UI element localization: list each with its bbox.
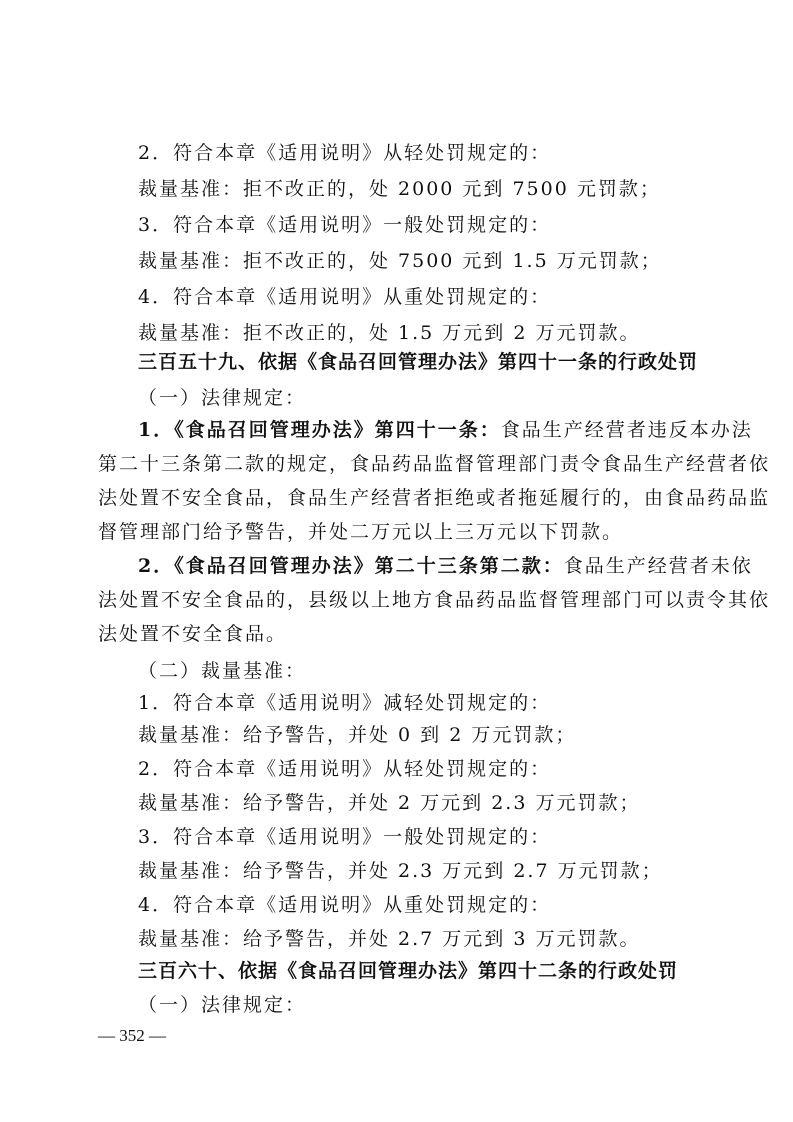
- clause-line: 4．符合本章《适用说明》从重处罚规定的：: [138, 894, 552, 916]
- section-heading-359: 三百五十九、依据《食品召回管理办法》第四十一条的行政处罚: [138, 351, 699, 373]
- clause-line: 裁量基准：给予警告，并处 2.7 万元到 3 万元罚款。: [138, 928, 641, 950]
- clause-line: 4．符合本章《适用说明》从重处罚规定的：: [138, 286, 552, 308]
- paragraph-line: 法处置不安全食品的，县级以上地方食品药品监督管理部门可以责令其依: [98, 589, 771, 611]
- paragraph-line: [138, 418, 753, 442]
- legal-citation: 2．《食品召回管理办法》第二十三条第二款：: [138, 555, 564, 577]
- subsection-heading: （二）裁量基准：: [138, 660, 307, 682]
- clause-line: 2．符合本章《适用说明》从轻处罚规定的：: [138, 758, 552, 780]
- page-number: — 352 —: [98, 1026, 166, 1045]
- paragraph-line: [138, 554, 753, 578]
- paragraph-line: 法处置不安全食品。: [98, 623, 288, 645]
- clause-line: 裁量基准：给予警告，并处 2.3 万元到 2.7 万元罚款；: [138, 860, 663, 882]
- subsection-heading: （一）法律规定：: [138, 387, 307, 409]
- clause-line: 裁量基准：拒不改正的，处 7500 元到 1.5 万元罚款；: [138, 250, 662, 272]
- paragraph-text: 食品生产经营者违反本办法: [500, 419, 753, 441]
- clause-line: 裁量基准：给予警告，并处 2 万元到 2.3 万元罚款；: [138, 792, 641, 814]
- clause-line: 3．符合本章《适用说明》一般处罚规定的：: [138, 826, 552, 848]
- paragraph-line: 法处置不安全食品，食品生产经营者拒绝或者拖延履行的，由食品药品监: [98, 487, 771, 509]
- clause-line: 裁量基准：给予警告，并处 0 到 2 万元罚款；: [138, 724, 577, 746]
- clause-line: 3．符合本章《适用说明》一般处罚规定的：: [138, 214, 552, 236]
- section-heading-360: 三百六十、依据《食品召回管理办法》第四十二条的行政处罚: [138, 960, 679, 982]
- clause-line: 2．符合本章《适用说明》从轻处罚规定的：: [138, 142, 552, 164]
- clause-line: 裁量基准：拒不改正的，处 1.5 万元到 2 万元罚款。: [138, 322, 641, 344]
- subsection-heading: （一）法律规定：: [138, 994, 307, 1016]
- clause-line: 1．符合本章《适用说明》减轻处罚规定的：: [138, 692, 552, 714]
- legal-citation: 1．《食品召回管理办法》第四十一条：: [138, 419, 501, 441]
- paragraph-line: 第二十三条第二款的规定，食品药品监督管理部门责令食品生产经营者依: [98, 453, 771, 475]
- paragraph-line: 督管理部门给予警告，并处二万元以上三万元以下罚款。: [98, 521, 624, 543]
- paragraph-text: 食品生产经营者未依: [563, 555, 753, 577]
- clause-line: 裁量基准：拒不改正的，处 2000 元到 7500 元罚款；: [138, 178, 661, 200]
